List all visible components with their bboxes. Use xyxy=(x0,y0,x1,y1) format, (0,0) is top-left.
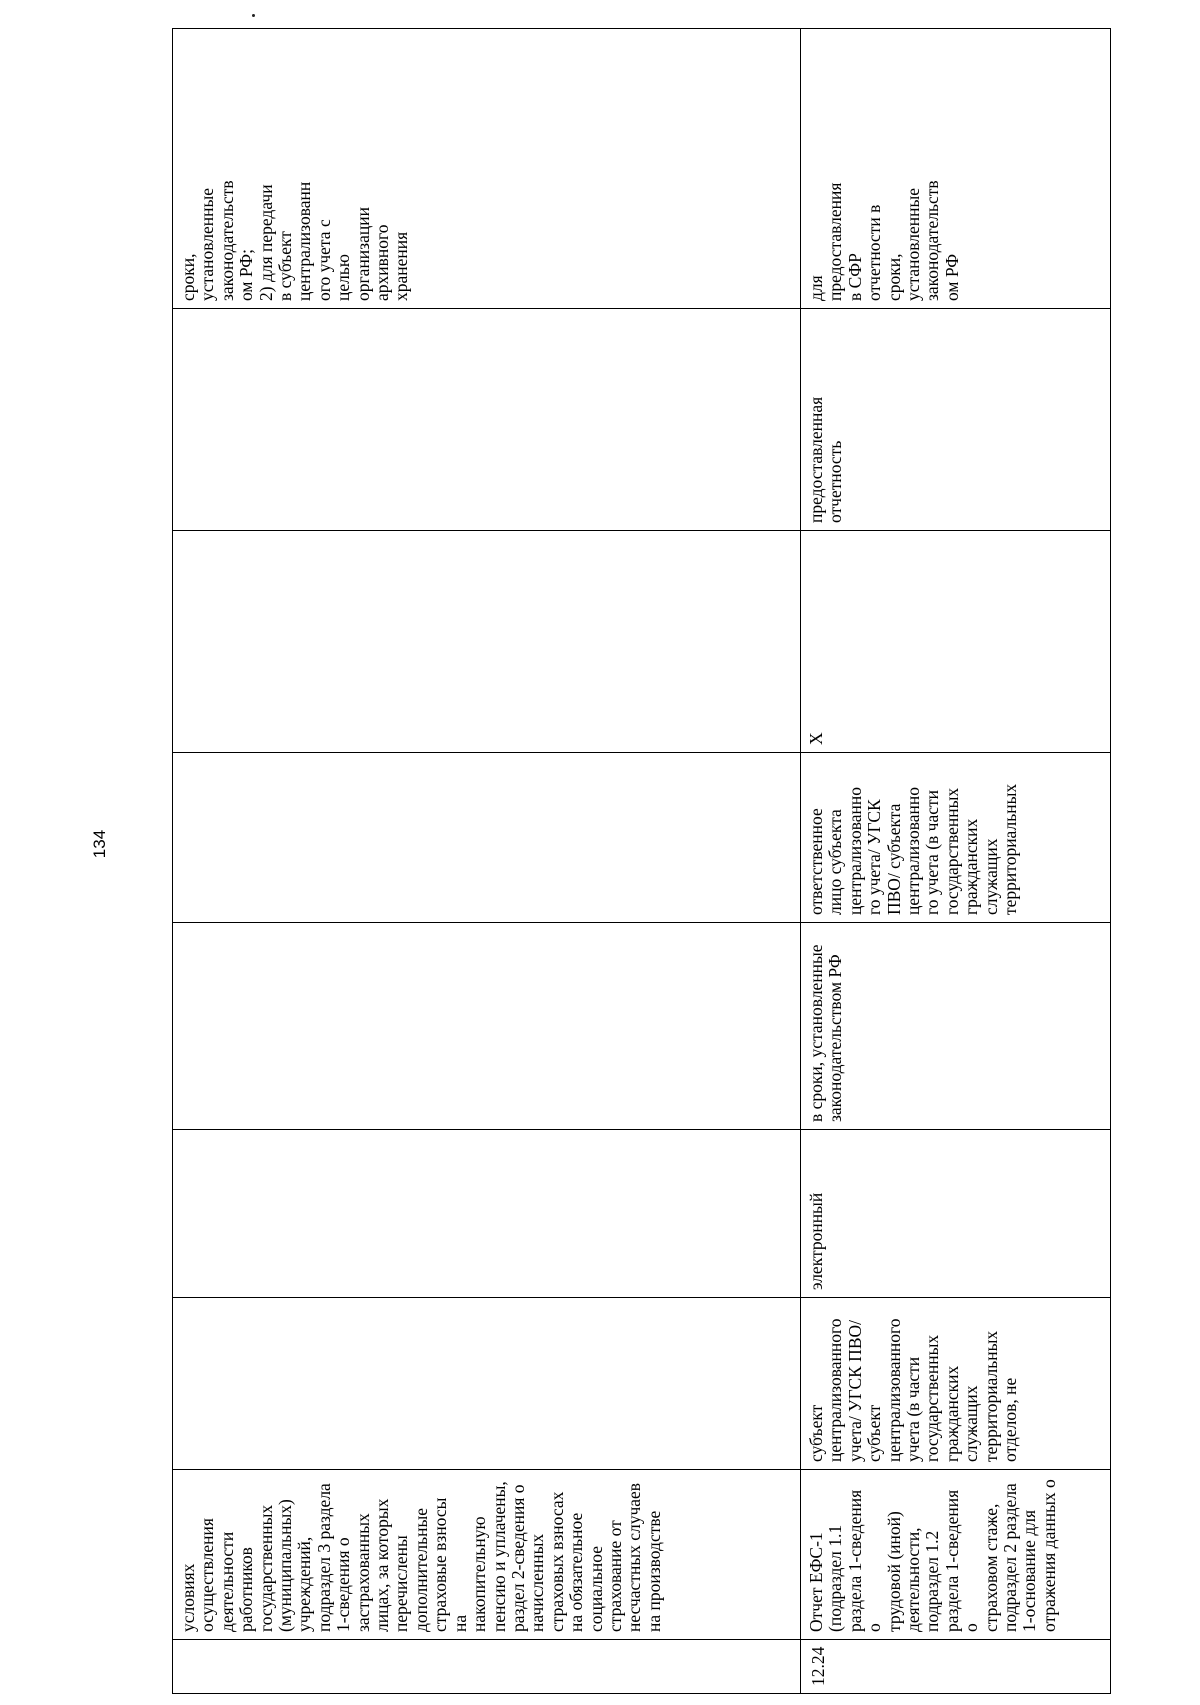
cell-responsible-entity: субъект централизованного учета/ УГСК ПВО/ субъект централизованного учета (в части государственных гражданских служащих территориальных отделов, не xyxy=(801,1298,1111,1470)
cell-format: электронный xyxy=(801,1130,1111,1298)
cell-document-name: Отчет ЕФС-1 (подраздел 1.1 раздела 1-сведения о трудовой (иной) деятельности, подраздел 1.2 раздела 1-сведения о страховом стаже, подраздел 2 раздела 1-основание для отражения данных о xyxy=(801,1470,1111,1640)
cell-responsible-entity xyxy=(173,1298,801,1470)
cell-number: 12.24 xyxy=(801,1640,1111,1694)
rotated-table-container xyxy=(172,29,1110,1694)
table-row xyxy=(801,29,1111,1694)
cell-responsible-person: ответственное лицо субъекта централизованно го учета/ УГСК ПВО/ субъекта централизованно го учета (в части государственных гражданских служащих территориальных xyxy=(801,753,1111,923)
cell-purpose: для предоставления в СФР отчетности в сроки, установленные законодательств ом РФ xyxy=(801,29,1111,309)
page-number: 134 xyxy=(90,829,110,859)
cell-number xyxy=(173,1640,801,1694)
cell-deadline xyxy=(173,923,801,1130)
cell-signature: X xyxy=(801,531,1111,753)
cell-result xyxy=(173,309,801,531)
cell-responsible-person xyxy=(173,753,801,923)
cell-purpose: сроки, установленные законодательств ом РФ; 2) для передачи в субъект централизованн ого учета с целью организации архивного хранения xyxy=(173,29,801,309)
table-row xyxy=(173,29,801,1694)
cell-document-name: условиях осуществления деятельности работников государственных (муниципальных) учреждений, подраздел 3 раздела 1-сведения о застрахованных лицах, за которых перечислены дополнительные страховые взносы на накопительную пенсию и уплачены, раздел 2-сведения о начисленных страховых взносах на обязательное социальное страхование от несчастных случаев на производстве xyxy=(173,1470,801,1640)
cell-format xyxy=(173,1130,801,1298)
cell-result: предоставленная отчетность xyxy=(801,309,1111,531)
cell-signature xyxy=(173,531,801,753)
cell-deadline: в сроки, установленные законодательством РФ xyxy=(801,923,1111,1130)
document-table xyxy=(172,28,1111,1694)
scan-speck xyxy=(252,14,255,17)
